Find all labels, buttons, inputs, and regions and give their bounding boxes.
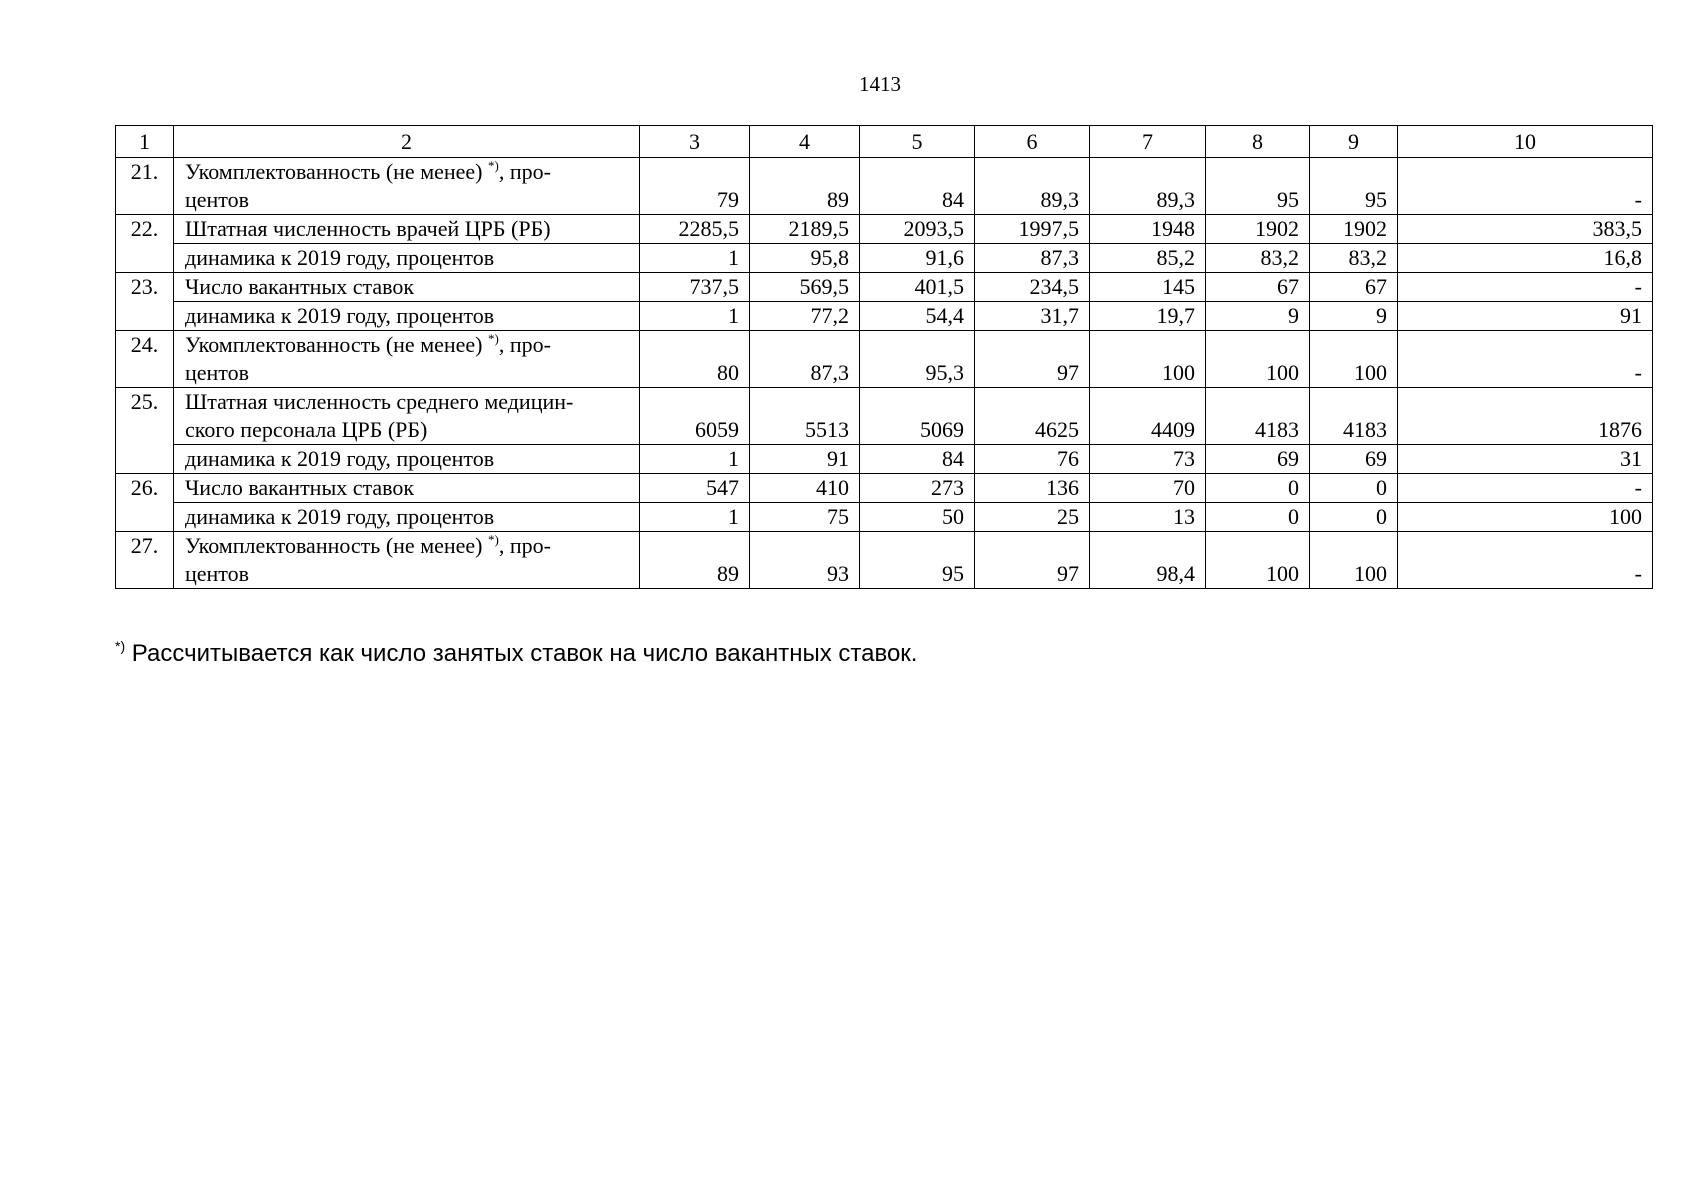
value-cell: 4183 [1206,388,1310,445]
value-cell: 93 [750,532,860,589]
value-cell: 50 [860,503,975,532]
value-cell: 569,5 [750,273,860,302]
row-number: 21. [116,158,174,215]
value-cell: 100 [1310,532,1398,589]
row-number: 22. [116,215,174,273]
description-text: , про- [498,332,551,357]
value-cell: 1 [640,302,750,331]
value-cell: 0 [1206,503,1310,532]
value-cell: 85,2 [1090,244,1206,273]
row-number: 27. [116,532,174,589]
description-text: динамика к 2019 году, процентов [185,504,495,529]
value-cell: 16,8 [1398,244,1653,273]
table-row [116,244,1653,273]
value-cell: 84 [860,158,975,215]
value-cell: 145 [1090,273,1206,302]
footnote [115,640,917,668]
value-cell: 67 [1206,273,1310,302]
table-row [116,273,1653,302]
value-cell: 95 [860,532,975,589]
value-cell: 234,5 [975,273,1090,302]
value-cell: 1876 [1398,388,1653,445]
description-text: центов [185,561,250,586]
value-cell: 83,2 [1206,244,1310,273]
table-row [116,302,1653,331]
value-cell: 1 [640,244,750,273]
row-description [174,215,640,244]
description-text: динамика к 2019 году, процентов [185,446,495,471]
value-cell: - [1398,474,1653,503]
footnote-reference: *) [488,158,499,173]
value-cell: 2285,5 [640,215,750,244]
header-cell: 10 [1398,126,1653,158]
value-cell: 0 [1206,474,1310,503]
value-cell: 31,7 [975,302,1090,331]
footnote-marker: *) [115,638,126,654]
description-text: Укомплектованность (не менее) [185,159,489,184]
value-cell: 2093,5 [860,215,975,244]
description-text: ского персонала ЦРБ (РБ) [185,417,428,442]
value-cell: 4409 [1090,388,1206,445]
value-cell: 67 [1310,273,1398,302]
value-cell: 100 [1310,331,1398,388]
value-cell: 91 [1398,302,1653,331]
row-description [174,388,640,445]
value-cell: 75 [750,503,860,532]
value-cell: 91,6 [860,244,975,273]
description-text: Укомплектованность (не менее) [185,533,489,558]
value-cell: 19,7 [1090,302,1206,331]
value-cell: 54,4 [860,302,975,331]
description-text: , про- [498,159,551,184]
value-cell: 100 [1206,331,1310,388]
value-cell: 273 [860,474,975,503]
description-text: динамика к 2019 году, процентов [185,245,495,270]
table-row [116,532,1653,589]
description-text: , про- [498,533,551,558]
value-cell: 4183 [1310,388,1398,445]
value-cell: 4625 [975,388,1090,445]
value-cell: 87,3 [975,244,1090,273]
value-cell: 95,8 [750,244,860,273]
row-number: 26. [116,474,174,532]
value-cell: 25 [975,503,1090,532]
value-cell: - [1398,532,1653,589]
value-cell: 97 [975,331,1090,388]
value-cell: 84 [860,445,975,474]
table-row [116,474,1653,503]
value-cell: 73 [1090,445,1206,474]
description-text: Штатная численность врачей ЦРБ (РБ) [185,216,551,241]
value-cell: 95 [1310,158,1398,215]
value-cell: 547 [640,474,750,503]
value-cell: 2189,5 [750,215,860,244]
value-cell: 89 [640,532,750,589]
table-row [116,388,1653,445]
value-cell: 31 [1398,445,1653,474]
value-cell: 97 [975,532,1090,589]
table-row [116,158,1653,215]
row-description [174,244,640,273]
row-description [174,331,640,388]
value-cell: 0 [1310,503,1398,532]
value-cell: - [1398,331,1653,388]
description-text: динамика к 2019 году, процентов [185,303,495,328]
header-cell: 9 [1310,126,1398,158]
value-cell: 13 [1090,503,1206,532]
value-cell: 5069 [860,388,975,445]
table-row [116,215,1653,244]
value-cell: 77,2 [750,302,860,331]
row-description [174,532,640,589]
value-cell: 1 [640,503,750,532]
footnote-reference: *) [488,532,499,547]
value-cell: 1902 [1310,215,1398,244]
header-cell: 5 [860,126,975,158]
value-cell: 69 [1206,445,1310,474]
value-cell: 0 [1310,474,1398,503]
description-text: центов [185,360,250,385]
header-cell: 2 [174,126,640,158]
value-cell: 100 [1090,331,1206,388]
page-number: 1413 [859,72,901,96]
value-cell: 95,3 [860,331,975,388]
value-cell: 1 [640,445,750,474]
indicators-table [115,125,1653,589]
table-row [116,445,1653,474]
row-description [174,445,640,474]
description-text: Число вакантных ставок [185,274,415,299]
row-description [174,503,640,532]
row-number: 25. [116,388,174,474]
value-cell: 1997,5 [975,215,1090,244]
table-row [116,331,1653,388]
value-cell: 1902 [1206,215,1310,244]
value-cell: 5513 [750,388,860,445]
header-row [116,126,1653,158]
value-cell: 100 [1206,532,1310,589]
header-cell: 4 [750,126,860,158]
header-cell: 7 [1090,126,1206,158]
row-description [174,273,640,302]
row-description [174,158,640,215]
footnote-reference: *) [488,331,499,346]
value-cell: 89,3 [1090,158,1206,215]
value-cell: 6059 [640,388,750,445]
value-cell: 98,4 [1090,532,1206,589]
value-cell: 89,3 [975,158,1090,215]
footnote-text: Рассчитывается как число занятых ставок на число вакантных ставок. [125,640,918,667]
value-cell: 80 [640,331,750,388]
header-cell: 8 [1206,126,1310,158]
value-cell: 91 [750,445,860,474]
value-cell: 383,5 [1398,215,1653,244]
description-text: Число вакантных ставок [185,475,415,500]
value-cell: 95 [1206,158,1310,215]
row-description [174,474,640,503]
header-cell: 6 [975,126,1090,158]
value-cell: 410 [750,474,860,503]
header-cell: 3 [640,126,750,158]
value-cell: 87,3 [750,331,860,388]
table-body [116,126,1653,589]
value-cell: 100 [1398,503,1653,532]
value-cell: 1948 [1090,215,1206,244]
value-cell: 83,2 [1310,244,1398,273]
value-cell: 136 [975,474,1090,503]
value-cell: 9 [1310,302,1398,331]
description-text: центов [185,187,250,212]
value-cell: - [1398,273,1653,302]
value-cell: 79 [640,158,750,215]
row-description [174,302,640,331]
value-cell: 401,5 [860,273,975,302]
value-cell: 69 [1310,445,1398,474]
value-cell: 9 [1206,302,1310,331]
table-row [116,503,1653,532]
value-cell: - [1398,158,1653,215]
row-number: 24. [116,331,174,388]
value-cell: 70 [1090,474,1206,503]
header-cell: 1 [116,126,174,158]
description-text: Штатная численность среднего медицин- [185,389,574,414]
row-number: 23. [116,273,174,331]
value-cell: 89 [750,158,860,215]
value-cell: 737,5 [640,273,750,302]
description-text: Укомплектованность (не менее) [185,332,489,357]
value-cell: 76 [975,445,1090,474]
